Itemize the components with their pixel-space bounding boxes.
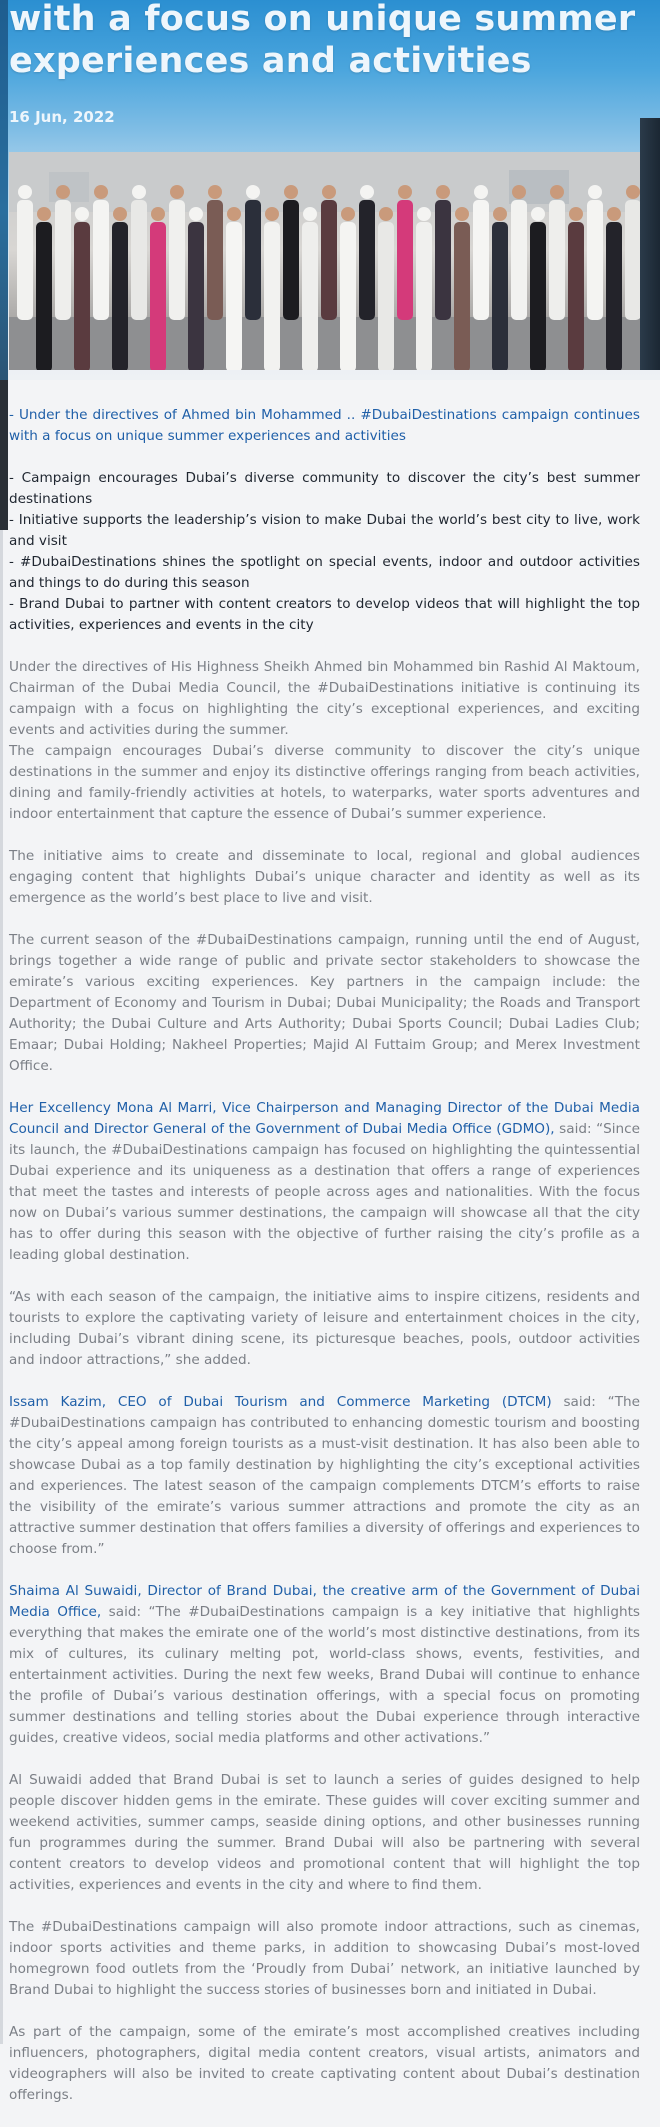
paragraph xyxy=(9,1581,640,1749)
paragraph: “As with each season of the campaign, the initiative aims to inspire citizens, residents and tourists to explore the captivating variety of leisure and entertainment choices in the city, including Dubai’s vibrant dining scene, its picturesque beaches, pools, outdoor activities and indoor attractions,” she added. xyxy=(9,1289,640,1368)
person-head xyxy=(531,207,545,221)
person-figure xyxy=(606,222,622,370)
person-head xyxy=(37,207,51,221)
speaker-name-link[interactable]: Issam Kazim, CEO of Dubai Tourism and Commerce Marketing (DTCM) xyxy=(9,1394,552,1410)
person-head xyxy=(455,207,469,221)
person-figure xyxy=(454,222,470,370)
person-figure xyxy=(93,200,109,320)
person-figure xyxy=(549,200,565,320)
paragraph-text: The campaign encourages Dubai’s diverse community to discover the city’s unique destinations in the summer and enjoy its distinctive offerings ranging from beach activities, dining and family-friendly activities at hotels, to waterparks, water sports adventures and indoor entertainment that capture the essence of Dubai’s summer experience. xyxy=(9,743,640,822)
paragraph: Al Suwaidi added that Brand Dubai is set to launch a series of guides designed to help people discover hidden gems in the emirate. These guides will cover exciting summer and weekend activities, summer camps, seaside dining options, and other businesses running fun programmes during the summer. Brand Dubai will also be partnering with several content creators to develop videos and promotional content that will highlight the top activities, experiences and events in the city and where to find them. xyxy=(9,1772,640,1893)
person-figure xyxy=(245,200,261,320)
person-figure xyxy=(321,200,337,320)
article-date: 16 Jun, 2022 xyxy=(9,108,115,126)
person-head xyxy=(493,207,507,221)
person-figure xyxy=(55,200,71,320)
person-figure xyxy=(169,200,185,320)
person-figure xyxy=(302,222,318,370)
person-figure xyxy=(511,200,527,320)
person-figure xyxy=(473,200,489,320)
person-figure xyxy=(568,222,584,370)
paragraph xyxy=(9,1392,640,1560)
person-head xyxy=(550,185,564,199)
key-points xyxy=(9,468,640,636)
person-head xyxy=(569,207,583,221)
person-head xyxy=(360,185,374,199)
article-title: with a focus on unique summer experiences and activities xyxy=(9,0,636,81)
speaker-name-link[interactable]: Shaima Al Suwaidi, Director of Brand Dubai, the creative arm of the Government of Dubai Media Office, xyxy=(9,1583,640,1620)
person-head xyxy=(341,207,355,221)
person-head xyxy=(626,185,640,199)
person-figure xyxy=(264,222,280,370)
person-head xyxy=(227,207,241,221)
person-figure xyxy=(359,200,375,320)
person-figure xyxy=(131,200,147,320)
person-figure xyxy=(112,222,128,370)
person-head xyxy=(75,207,89,221)
person-head xyxy=(94,185,108,199)
person-figure xyxy=(150,222,166,370)
person-figure xyxy=(625,200,640,320)
person-head xyxy=(208,185,222,199)
photo-edge-panel xyxy=(640,118,660,370)
article-summary: - Under the directives of Ahmed bin Mohammed .. #DubaiDestinations campaign continues with a focus on unique summer experiences and activities xyxy=(9,407,640,444)
person-head xyxy=(265,207,279,221)
paragraph-text: said: “The #DubaiDestinations campaign is a key initiative that highlights everything that makes the emirate one of the world’s most distinctive destinations, from its mix of cultures, its culinary melting pot, world-class shows, events, festivities, and entertainment activities. During the next few weeks, Brand Dubai will continue to enhance the profile of Dubai’s various destination offerings, with a special focus on promoting summer destinations and telling stories about the Dubai experience through interactive guides, creative videos, social media platforms and other activations.” xyxy=(9,1604,640,1746)
person-head xyxy=(113,207,127,221)
speaker-name-link[interactable]: Her Excellency Mona Al Marri, Vice Chairperson and Managing Director of the Dubai Media Council and Director General of the Government of Dubai Media Office (GDMO), xyxy=(9,1100,640,1137)
person-head xyxy=(474,185,488,199)
paragraph xyxy=(9,657,640,825)
key-point: - Campaign encourages Dubai’s diverse community to discover the city’s best summer destinations xyxy=(9,470,640,507)
person-figure xyxy=(397,200,413,320)
person-head xyxy=(417,207,431,221)
paragraph-text: said: “Since its launch, the #DubaiDestinations campaign has focused on highlighting the quintessential Dubai experience and its uniqueness as a destination that offers a range of experiences that meet the tastes and interests of people across ages and nationalities. With the focus now on Dubai’s various summer destinations, the campaign will showcase all that the city has to offer during this season with the objective of further raising the city’s profile as a leading global destination. xyxy=(9,1121,641,1263)
key-point: - Initiative supports the leadership’s vision to make Dubai the world’s best city to live, work and visit xyxy=(9,512,640,549)
person-head xyxy=(436,185,450,199)
person-head xyxy=(607,207,621,221)
person-figure xyxy=(416,222,432,370)
paragraph: The #DubaiDestinations campaign will also promote indoor attractions, such as cinemas, indoor sports activities and theme parks, in addition to showcasing Dubai’s most-loved homegrown food outlets from the ‘Proudly from Dubai’ network, an initiative launched by Brand Dubai to highlight the success stories of businesses born and initiated in Dubai. xyxy=(9,1919,640,1998)
left-edge-line xyxy=(0,530,3,2044)
paragraph-text: Under the directives of His Highness Sheikh Ahmed bin Mohammed bin Rashid Al Maktoum, Chairman of the Dubai Media Council, the #DubaiDestinations initiative is continuing its campaign with a focus on highlighting the city’s exceptional experiences, and exciting events and activities during the summer. xyxy=(9,659,640,738)
person-head xyxy=(284,185,298,199)
person-head xyxy=(170,185,184,199)
person-head xyxy=(151,207,165,221)
person-head xyxy=(303,207,317,221)
paragraph: The current season of the #DubaiDestinations campaign, running until the end of August, brings together a wide range of public and private sector stakeholders to showcase the emirate’s various exciting experiences. Key partners in the campaign include: the Department of Economy and Tourism in Dubai; Dubai Municipality; the Roads and Transport Authority; the Dubai Culture and Arts Authority; Dubai Sports Council; Dubai Ladies Club; Emaar; Dubai Holding; Nakheel Properties; Majid Al Futtaim Group; and Merex Investment Office. xyxy=(9,932,640,1074)
person-figure xyxy=(378,222,394,370)
person-head xyxy=(132,185,146,199)
person-figure xyxy=(17,200,33,320)
person-head xyxy=(56,185,70,199)
key-point: - Brand Dubai to partner with content creators to develop videos that will highlight the top activities, experiences and events in the city xyxy=(9,596,640,633)
group-photo xyxy=(9,152,640,370)
person-head xyxy=(246,185,260,199)
person-figure xyxy=(74,222,90,370)
paragraph: The initiative aims to create and disseminate to local, regional and global audiences engaging content that highlights Dubai’s unique character and identity as well as its emergence as the world’s best place to live and visit. xyxy=(9,848,640,906)
person-figure xyxy=(36,222,52,370)
person-figure xyxy=(435,200,451,320)
left-edge-strip-dark xyxy=(0,380,8,530)
person-figure xyxy=(188,222,204,370)
article-body xyxy=(9,405,640,2127)
person-head xyxy=(398,185,412,199)
paragraph-text: said: “The #DubaiDestinations campaign has contributed to enhancing domestic tourism and boosting the city’s appeal among foreign tourists as a must-visit destination. It has also been able to showcase Dubai as a top family destination by highlighting the city’s exceptional activities and experiences. The latest season of the campaign complements DTCM’s efforts to raise the visibility of the emirate’s various summer attractions and promote the city as an attractive summer destination that offers families a diversity of offerings and experiences to choose from.” xyxy=(9,1394,640,1557)
person-figure xyxy=(207,200,223,320)
person-figure xyxy=(226,222,242,370)
person-figure xyxy=(587,200,603,320)
person-head xyxy=(189,207,203,221)
group-photo-illustration xyxy=(9,152,640,370)
paragraph xyxy=(9,1098,640,1266)
person-head xyxy=(512,185,526,199)
paragraph: As part of the campaign, some of the emirate’s most accomplished creatives including influencers, photographers, digital media content creators, visual artists, animators and videographers will also be invited to create captivating content about Dubai’s destination offerings. xyxy=(9,2024,640,2103)
person-figure xyxy=(530,222,546,370)
person-figure xyxy=(283,200,299,320)
person-figure xyxy=(340,222,356,370)
person-head xyxy=(18,185,32,199)
person-head xyxy=(379,207,393,221)
person-head xyxy=(322,185,336,199)
person-head xyxy=(588,185,602,199)
person-figure xyxy=(492,222,508,370)
key-point: - #DubaiDestinations shines the spotlight on special events, indoor and outdoor activities and things to do during this season xyxy=(9,554,640,591)
